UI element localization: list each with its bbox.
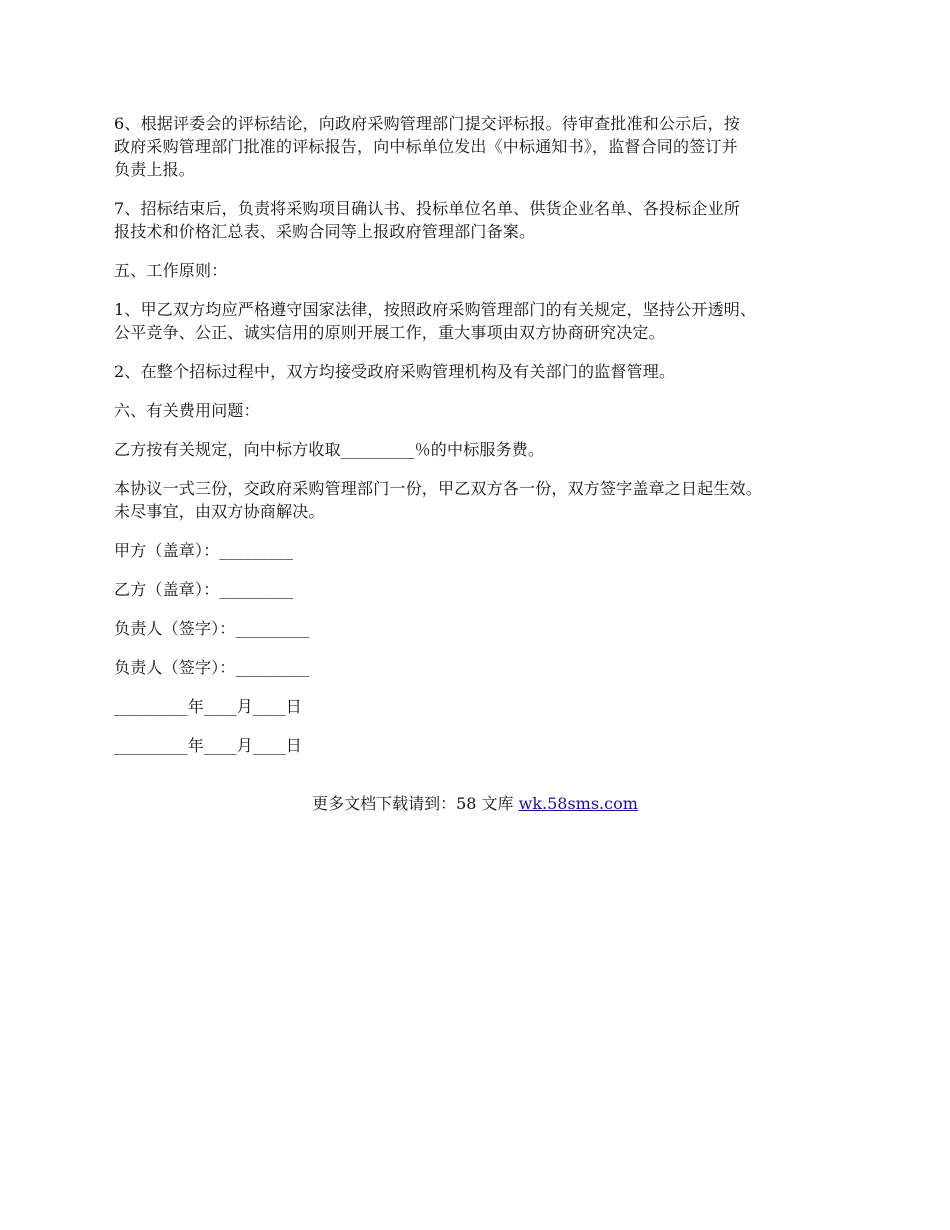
responsible-person-signature-line-1: 负责人（签字）：_________ (114, 619, 310, 638)
section-heading-work-principles: 五、工作原则： (114, 261, 228, 280)
responsible-person-signature-line-2: 负责人（签字）：_________ (114, 658, 310, 677)
paragraph-agreement-copies: 本协议一式三份，交政府采购管理部门一份，甲乙双方各一份，双方签字盖章之日起生效。 未尽事宜，由双方协商解决。 (114, 479, 763, 521)
date-line-2: _________年____月____日 (114, 736, 303, 755)
footer (0, 792, 950, 815)
section-heading-fees: 六、有关费用问题： (114, 401, 260, 420)
footer-prefix-text: 更多文档下载请到：58 文库 (312, 794, 519, 813)
party-a-seal-line: 甲方（盖章）：_________ (114, 541, 294, 560)
footer-website-link[interactable]: wk.58sms.com (518, 794, 638, 813)
date-line-1: _________年____月____日 (114, 697, 303, 716)
document-body (114, 112, 864, 773)
party-b-seal-line: 乙方（盖章）：_________ (114, 580, 294, 599)
paragraph-7-filing: 7、招标结束后，负责将采购项目确认书、投标单位名单、供货企业名单、各投标企业所 报技术和价格汇总表、采购合同等上报政府管理部门备案。 (114, 199, 740, 241)
paragraph-principle-2: 2、在整个招标过程中，双方均接受政府采购管理机构及有关部门的监督管理。 (114, 362, 676, 381)
paragraph-6-evaluation-report: 6、根据评委会的评标结论，向政府采购管理部门提交评标报。待审查批准和公示后，按 政府采购管理部门批准的评标报告，向中标单位发出《中标通知书》，监督合同的签订并 负责上报。 (114, 114, 740, 179)
paragraph-principle-1: 1、甲乙双方均应严格遵守国家法律，按照政府采购管理部门的有关规定，坚持公开透明、 公平竞争、公正、诚实信用的原则开展工作，重大事项由双方协商研究决定。 (114, 300, 757, 342)
paragraph-service-fee: 乙方按有关规定，向中标方收取_________％的中标服务费。 (114, 440, 545, 459)
